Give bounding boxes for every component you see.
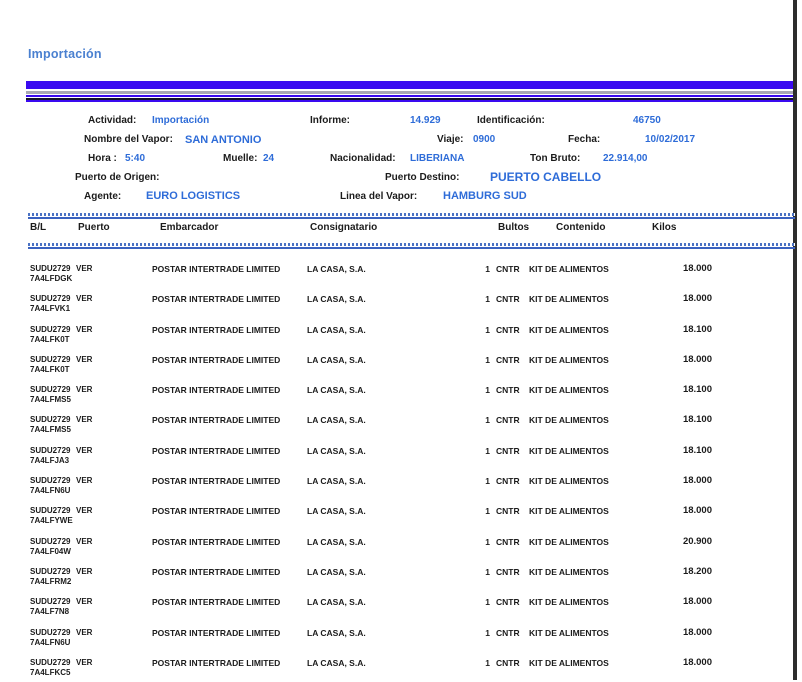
banner-bar-blue-lower — [26, 100, 793, 102]
embarcador-cell: POSTAR INTERTRADE LIMITED — [152, 506, 281, 517]
contenido-cell: KIT DE ALIMENTOS — [529, 294, 609, 305]
bultos-unit-cell: CNTR — [496, 627, 520, 638]
embarcador-cell: POSTAR INTERTRADE LIMITED — [152, 385, 281, 396]
puerto-cell: VER — [76, 354, 93, 364]
table-row — [0, 258, 802, 288]
consignatario-cell: LA CASA, S.A. — [307, 324, 366, 335]
viaje-value: 0900 — [473, 134, 496, 145]
table-row — [0, 319, 802, 349]
table-row — [0, 379, 802, 409]
bultos-cell: 1 — [485, 294, 490, 305]
identificacion-value: 46750 — [633, 115, 661, 126]
puerto-origen-label: Puerto de Origen: — [75, 172, 160, 183]
bl-cell: SUDU2729 — [30, 506, 71, 516]
bultos-cell: 1 — [485, 566, 490, 577]
col-header-embarcador: Embarcador — [160, 222, 219, 233]
embarcador-cell: POSTAR INTERTRADE LIMITED — [152, 536, 281, 547]
col-header-kilos: Kilos — [652, 222, 677, 233]
puerto-cell: VER — [76, 415, 93, 425]
bultos-unit-cell: CNTR — [496, 657, 520, 668]
table-row — [0, 288, 802, 318]
bl-cell: SUDU2729 — [30, 597, 71, 607]
consignatario-cell: LA CASA, S.A. — [307, 415, 366, 426]
embarcador-cell: POSTAR INTERTRADE LIMITED — [152, 264, 281, 274]
bl-container-cell: 7A4LFKC5 — [30, 667, 71, 677]
bl-cell: SUDU2729 — [30, 536, 71, 546]
bultos-unit-cell: CNTR — [496, 415, 520, 426]
bl-cell: SUDU2729 — [30, 385, 71, 395]
bultos-cell: 1 — [485, 476, 490, 487]
consignatario-cell: LA CASA, S.A. — [307, 354, 366, 365]
puerto-cell: VER — [76, 385, 93, 395]
bl-container-cell: 7A4LFDGK — [30, 274, 73, 283]
viaje-label: Viaje: — [437, 134, 464, 145]
bultos-unit-cell: CNTR — [496, 506, 520, 517]
bl-cell: SUDU2729 — [30, 445, 71, 455]
bl-container-cell: 7A4LFVK1 — [30, 304, 71, 314]
bultos-cell: 1 — [485, 506, 490, 517]
consignatario-cell: LA CASA, S.A. — [307, 385, 366, 396]
consignatario-cell: LA CASA, S.A. — [307, 264, 366, 274]
banner-bar-thick — [26, 81, 793, 89]
table-row — [0, 531, 802, 561]
contenido-cell: KIT DE ALIMENTOS — [529, 566, 609, 577]
puerto-cell: VER — [76, 445, 93, 455]
col-header-contenido: Contenido — [556, 222, 606, 233]
kilos-cell: 18.000 — [682, 626, 712, 638]
consignatario-cell: LA CASA, S.A. — [307, 566, 366, 577]
consignatario-cell: LA CASA, S.A. — [307, 445, 366, 456]
nombre-vapor-value: SAN ANTONIO — [185, 134, 262, 146]
banner-bar-gray — [26, 91, 793, 94]
fecha-label: Fecha: — [568, 134, 601, 145]
consignatario-cell: LA CASA, S.A. — [307, 627, 366, 638]
solid-line — [28, 247, 795, 249]
kilos-cell: 18.000 — [682, 475, 712, 487]
bl-container-cell: 7A4LFYWE — [30, 516, 73, 526]
bl-cell: SUDU2729 — [30, 264, 71, 273]
nacionalidad-label: Nacionalidad: — [330, 153, 396, 164]
ton-bruto-value: 22.914,00 — [603, 153, 648, 164]
embarcador-cell: POSTAR INTERTRADE LIMITED — [152, 627, 281, 638]
contenido-cell: KIT DE ALIMENTOS — [529, 385, 609, 396]
bl-cell: SUDU2729 — [30, 476, 71, 486]
kilos-cell: 18.000 — [682, 293, 712, 305]
consignatario-cell: LA CASA, S.A. — [307, 294, 366, 305]
bultos-unit-cell: CNTR — [496, 324, 520, 335]
contenido-cell: KIT DE ALIMENTOS — [529, 476, 609, 487]
page-title: Importación — [28, 47, 102, 61]
dotted-line — [28, 243, 795, 246]
actividad-label: Actividad: — [88, 115, 137, 126]
bultos-unit-cell: CNTR — [496, 264, 520, 274]
col-header-puerto: Puerto — [78, 222, 110, 233]
table-body — [0, 258, 802, 682]
puerto-cell: VER — [76, 536, 93, 546]
embarcador-cell: POSTAR INTERTRADE LIMITED — [152, 294, 281, 305]
bultos-unit-cell: CNTR — [496, 536, 520, 547]
puerto-cell: VER — [76, 476, 93, 486]
linea-vapor-label: Linea del Vapor: — [340, 191, 418, 202]
kilos-cell: 18.100 — [682, 414, 712, 426]
puerto-cell: VER — [76, 506, 93, 516]
bl-container-cell: 7A4LFK0T — [30, 364, 70, 374]
kilos-cell: 18.100 — [682, 444, 712, 456]
embarcador-cell: POSTAR INTERTRADE LIMITED — [152, 566, 281, 577]
bultos-cell: 1 — [485, 597, 490, 608]
bl-cell: SUDU2729 — [30, 627, 71, 637]
kilos-cell: 18.100 — [682, 384, 712, 396]
puerto-cell: VER — [76, 294, 93, 304]
actividad-value: Importación — [152, 115, 210, 126]
bultos-unit-cell: CNTR — [496, 385, 520, 396]
agente-label: Agente: — [84, 191, 122, 202]
bultos-cell: 1 — [485, 415, 490, 426]
kilos-cell: 18.000 — [682, 353, 712, 365]
bl-cell: SUDU2729 — [30, 324, 71, 334]
embarcador-cell: POSTAR INTERTRADE LIMITED — [152, 324, 281, 335]
table-row — [0, 440, 802, 470]
table-row — [0, 652, 802, 682]
puerto-cell: VER — [76, 657, 93, 667]
puerto-destino-value: PUERTO CABELLO — [490, 170, 602, 184]
contenido-cell: KIT DE ALIMENTOS — [529, 264, 609, 274]
kilos-cell: 18.000 — [682, 263, 712, 274]
kilos-cell: 18.000 — [682, 596, 712, 608]
contenido-cell: KIT DE ALIMENTOS — [529, 506, 609, 517]
table-row — [0, 500, 802, 530]
bl-container-cell: 7A4LFN6U — [30, 486, 71, 496]
embarcador-cell: POSTAR INTERTRADE LIMITED — [152, 657, 281, 668]
table-row — [0, 470, 802, 500]
bl-container-cell: 7A4LFMS5 — [30, 425, 71, 435]
bl-cell: SUDU2729 — [30, 566, 71, 576]
kilos-cell: 18.000 — [682, 505, 712, 517]
puerto-cell: VER — [76, 566, 93, 576]
kilos-cell: 18.000 — [682, 656, 712, 668]
consignatario-cell: LA CASA, S.A. — [307, 476, 366, 487]
bultos-cell: 1 — [485, 324, 490, 335]
bl-container-cell: 7A4LFMS5 — [30, 395, 71, 405]
embarcador-cell: POSTAR INTERTRADE LIMITED — [152, 597, 281, 608]
puerto-cell: VER — [76, 627, 93, 637]
col-header-bultos: Bultos — [498, 222, 530, 233]
bultos-cell: 1 — [485, 354, 490, 365]
contenido-cell: KIT DE ALIMENTOS — [529, 324, 609, 335]
bl-container-cell: 7A4LF7N8 — [30, 607, 70, 617]
col-header-bl: B/L — [30, 222, 47, 233]
bl-container-cell: 7A4LFN6U — [30, 637, 71, 647]
table-row — [0, 561, 802, 591]
informe-value: 14.929 — [410, 115, 441, 126]
nacionalidad-value: LIBERIANA — [410, 153, 465, 164]
bultos-cell: 1 — [485, 657, 490, 668]
table-row — [0, 409, 802, 439]
table-row — [0, 591, 802, 621]
bl-container-cell: 7A4LFK0T — [30, 334, 70, 344]
bultos-unit-cell: CNTR — [496, 294, 520, 305]
hora-label: Hora : — [88, 153, 117, 164]
bultos-cell: 1 — [485, 536, 490, 547]
kilos-cell: 20.900 — [682, 535, 712, 547]
bl-cell: SUDU2729 — [30, 415, 71, 425]
embarcador-cell: POSTAR INTERTRADE LIMITED — [152, 415, 281, 426]
dotted-line — [28, 213, 795, 216]
embarcador-cell: POSTAR INTERTRADE LIMITED — [152, 476, 281, 487]
kilos-cell: 18.100 — [682, 323, 712, 335]
bultos-cell: 1 — [485, 627, 490, 638]
contenido-cell: KIT DE ALIMENTOS — [529, 657, 609, 668]
bl-container-cell: 7A4LFJA3 — [30, 455, 70, 465]
table-header-bottom-rule — [28, 243, 795, 249]
bl-cell: SUDU2729 — [30, 354, 71, 364]
puerto-cell: VER — [76, 597, 93, 607]
bl-container-cell: 7A4LFRM2 — [30, 576, 72, 586]
contenido-cell: KIT DE ALIMENTOS — [529, 354, 609, 365]
bultos-unit-cell: CNTR — [496, 354, 520, 365]
embarcador-cell: POSTAR INTERTRADE LIMITED — [152, 445, 281, 456]
muelle-label: Muelle: — [223, 153, 258, 164]
consignatario-cell: LA CASA, S.A. — [307, 597, 366, 608]
consignatario-cell: LA CASA, S.A. — [307, 657, 366, 668]
identificacion-label: Identificación: — [477, 115, 545, 126]
table-row — [0, 622, 802, 652]
puerto-cell: VER — [76, 324, 93, 334]
contenido-cell: KIT DE ALIMENTOS — [529, 445, 609, 456]
bl-container-cell: 7A4LF04W — [30, 546, 71, 556]
bl-cell: SUDU2729 — [30, 657, 71, 667]
linea-vapor-value: HAMBURG SUD — [443, 190, 527, 202]
puerto-destino-label: Puerto Destino: — [385, 172, 460, 183]
contenido-cell: KIT DE ALIMENTOS — [529, 536, 609, 547]
bultos-unit-cell: CNTR — [496, 445, 520, 456]
fecha-value: 10/02/2017 — [645, 134, 696, 145]
nombre-vapor-label: Nombre del Vapor: — [84, 134, 173, 145]
informe-label: Informe: — [310, 115, 350, 126]
table-row — [0, 349, 802, 379]
table-top-rule — [28, 213, 795, 219]
embarcador-cell: POSTAR INTERTRADE LIMITED — [152, 354, 281, 365]
bultos-cell: 1 — [485, 264, 490, 274]
bultos-cell: 1 — [485, 445, 490, 456]
kilos-cell: 18.200 — [682, 565, 712, 577]
consignatario-cell: LA CASA, S.A. — [307, 536, 366, 547]
hora-value: 5:40 — [125, 153, 146, 164]
ton-bruto-label: Ton Bruto: — [530, 153, 581, 164]
bultos-cell: 1 — [485, 385, 490, 396]
bultos-unit-cell: CNTR — [496, 597, 520, 608]
bultos-unit-cell: CNTR — [496, 476, 520, 487]
bl-cell: SUDU2729 — [30, 294, 71, 304]
muelle-value: 24 — [263, 153, 275, 164]
contenido-cell: KIT DE ALIMENTOS — [529, 597, 609, 608]
solid-line — [28, 217, 795, 219]
puerto-cell: VER — [76, 264, 93, 273]
contenido-cell: KIT DE ALIMENTOS — [529, 627, 609, 638]
agente-value: EURO LOGISTICS — [146, 190, 241, 202]
contenido-cell: KIT DE ALIMENTOS — [529, 415, 609, 426]
bultos-unit-cell: CNTR — [496, 566, 520, 577]
consignatario-cell: LA CASA, S.A. — [307, 506, 366, 517]
col-header-consignatario: Consignatario — [310, 222, 378, 233]
